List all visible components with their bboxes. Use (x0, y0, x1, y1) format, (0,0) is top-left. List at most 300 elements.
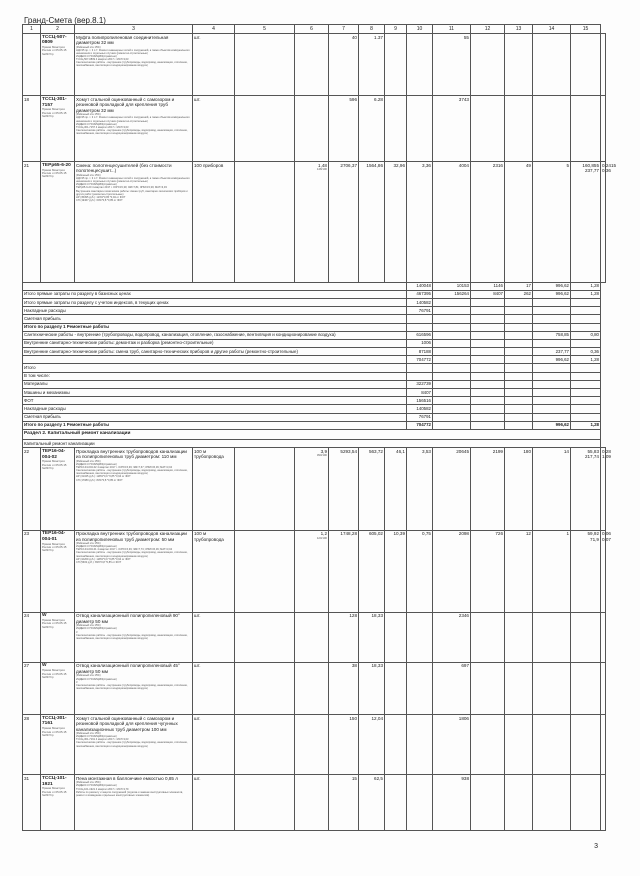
empty-cell (235, 775, 295, 831)
empty-cell (235, 715, 295, 775)
cost-wage-machine-cell: 5 (533, 162, 571, 282)
code-text: W (42, 663, 47, 669)
cost-wage-machine-cell: 14 (533, 448, 571, 530)
table-row (23, 775, 606, 831)
price-wage-machine-cell (407, 662, 433, 714)
cost-wage-machine-cell: 1 (533, 530, 571, 612)
cost-total-cell: 55 (433, 34, 471, 96)
cost-wages-cell: 726 (471, 530, 505, 612)
unit-cell: шт. (193, 96, 235, 162)
cost-total-cell: 4004 (433, 162, 471, 282)
price-wages-cell: 1564,86 (359, 162, 385, 282)
price-wage-machine-cell (407, 775, 433, 831)
total-value: 704772 (407, 421, 433, 429)
unit-cell: шт. (193, 34, 235, 96)
estimate-table (22, 24, 617, 831)
total-value: 156264 (433, 290, 471, 298)
labor-value: 55,83 (587, 448, 599, 454)
total-value: 76791 (407, 413, 433, 421)
code-text: ТЕРр65-6-20 (42, 162, 71, 168)
price-wages-cell: 1.37 (359, 34, 385, 96)
cost-wages-cell (471, 715, 505, 775)
row-number: 18 (23, 96, 41, 162)
total-value (533, 380, 571, 388)
work-description (75, 162, 193, 282)
price-wages-cell: 6.28 (359, 96, 385, 162)
total-value (505, 421, 533, 429)
total-label: Накладные расходы (23, 307, 407, 315)
position-code (41, 530, 75, 612)
cost-wages-cell (471, 775, 505, 831)
total-label: Итого прямые затраты по разделу с учетом индексов, в текущих ценах (23, 298, 407, 306)
cost-total-cell: 2346 (433, 612, 471, 662)
qty-cell (295, 612, 329, 662)
qty-cell (295, 775, 329, 831)
total-value (433, 380, 471, 388)
total-value (571, 389, 601, 397)
total-value (433, 405, 471, 413)
total-row (23, 405, 606, 413)
labor-cell (571, 448, 601, 530)
code-source: Приказ Минстроя России от 05.05.15 №337/пр (42, 541, 67, 553)
position-code (41, 612, 75, 662)
total-value (433, 356, 471, 364)
work-name: Муфта полипропиленовая соединительная диаметром 32 мм (76, 34, 169, 46)
table-row (23, 162, 606, 282)
total-value: 1,28 (571, 290, 601, 298)
cost-wage-machine-cell (533, 662, 571, 714)
labor-value: 59,92 (587, 531, 599, 537)
price-wage-machine-cell: 3,36 (407, 162, 433, 282)
price-wages-cell: 62,5 (359, 775, 385, 831)
total-value (471, 397, 505, 405)
cost-machine-cell (505, 34, 533, 96)
work-name: Смена: полотенцесушителей (без стоимости полотенцесушит...) (76, 162, 172, 174)
work-name: Хомут стальной оцинкованный с самозором и резиновой прокладкой для крепления чугунных канализационных труб диаметром 100 мм (76, 715, 178, 732)
work-description (75, 775, 193, 831)
price-wage-machine-cell: 0,75 (407, 530, 433, 612)
total-value: 996,62 (533, 282, 571, 290)
row-number: 22 (23, 448, 41, 530)
cost-machine-cell (505, 715, 533, 775)
total-value (471, 307, 505, 315)
column-number: 13 (505, 25, 533, 34)
total-label: Сантехнические работы - внутренние (трубопроводы, водопровод, канализация, отопление, газоснабжение, вентиляция и кондиционирование воздуха) (23, 331, 407, 339)
total-value (433, 307, 471, 315)
code-source: Приказ Минстроя России от 05.05.15 №337/пр (42, 726, 67, 737)
total-value: 467395 (407, 290, 433, 298)
price-total-cell: 128 (329, 612, 359, 662)
section-title: Раздел 2. Капитальный ремонт канализации (23, 429, 601, 439)
work-details: (Районный к=н 15%) ИНДЕКС К ПОЗИЦИИ(справочно) 3 Сантехнические работы - внутренние (трубопроводы, водопровод, канализация, отопление, газоснабжение, вентиляция и кондиционирование воздуха) (76, 674, 188, 690)
labor-cell (571, 162, 601, 282)
total-value (571, 315, 601, 323)
total-value (433, 372, 471, 380)
total-value (433, 323, 471, 331)
total-value (505, 348, 533, 356)
unit-cell: 100 м трубопровода (193, 448, 235, 530)
column-number: 2 (41, 25, 75, 34)
cost-wage-machine-cell (533, 715, 571, 775)
cost-machine-cell (505, 662, 533, 714)
row-number: 27 (23, 662, 41, 714)
total-value: 0,36 (571, 348, 601, 356)
code-source: Приказ Минстроя России от 05.05.15 №337/пр (42, 786, 67, 798)
position-code (41, 162, 75, 282)
total-label: Сметная прибыль (23, 315, 407, 323)
price-machine-cell: 10,39 (385, 530, 407, 612)
subsection-row (23, 440, 606, 448)
total-value (433, 421, 471, 429)
total-value (471, 348, 505, 356)
column-number: 15 (571, 25, 601, 34)
row-number (23, 34, 41, 96)
total-label: Итого по разделу 1 Ремонтные работы (23, 323, 407, 331)
position-code (41, 775, 75, 831)
total-row (23, 282, 606, 290)
labor-total: 71,9 (590, 536, 599, 542)
row-number: 21 (23, 162, 41, 282)
total-value: 704772 (407, 356, 433, 364)
column-number: 10 (407, 25, 433, 34)
cost-wage-machine-cell (533, 96, 571, 162)
total-value: 1146 (471, 282, 505, 290)
page-number: 3 (594, 843, 598, 850)
cost-wage-machine-cell (533, 775, 571, 831)
cost-machine-cell (505, 775, 533, 831)
labor-total: 237,77 (584, 168, 599, 174)
table-row (23, 448, 606, 530)
code-text: ТССЦ-301-7161 (42, 715, 67, 727)
total-value: 17 (505, 282, 533, 290)
labor-machine-cell (601, 162, 617, 282)
column-number: 7 (329, 25, 359, 34)
total-value: 996,62 (533, 290, 571, 298)
total-value (533, 323, 571, 331)
column-number: 6 (295, 25, 329, 34)
total-value (505, 323, 533, 331)
work-details: (Районный к=н 15%) НДС35 пр. т. 3 п.7. Ремонт инженерных сетей и сооружений, а также объектов коммунального назначения и отдельных случаях (ремонтно-строительные) ИНДЕКС К ПОЗИЦИИ(справочно) ТССЦ-301-7157 4 квартал 2017 г. МАТ=3,03 Сантехнические работы - внутренние (трубопроводы, водопровод, канализация, отопление, газоснабжение, вентиляция и кондиционирование воздуха) (76, 113, 190, 135)
table-row (23, 96, 606, 162)
labor-total: 217,74 (584, 454, 599, 460)
code-source: Приказ Минстроя России от 05.05.15 №337/пр (42, 668, 67, 679)
total-row (23, 307, 606, 315)
empty-cell (235, 612, 295, 662)
total-value (505, 389, 533, 397)
price-wage-machine-cell (407, 96, 433, 162)
cost-wages-cell: 2316 (471, 162, 505, 282)
labor-machine-value: 0,06 (602, 531, 611, 537)
work-name: Пена монтажная в баллончике емкостью 0,85 л (76, 775, 178, 781)
total-value: 237,77 (533, 348, 571, 356)
empty-cell (235, 662, 295, 714)
position-code (41, 662, 75, 714)
total-row (23, 315, 606, 323)
unit-cell: 100 м трубопровода (193, 530, 235, 612)
total-row (23, 298, 606, 306)
cost-machine-cell: 180 (505, 448, 533, 530)
cost-machine-cell (505, 96, 533, 162)
labor-machine-cell (601, 662, 606, 714)
total-value (505, 298, 533, 306)
column-number: 12 (471, 25, 505, 34)
total-value (505, 405, 533, 413)
total-value (505, 372, 533, 380)
empty-cell (235, 530, 295, 612)
total-row (23, 397, 606, 405)
total-value (471, 421, 505, 429)
code-source: Приказ Минстроя России от 05.05.15 №337/пр (42, 618, 67, 629)
total-value: 0,80 (571, 331, 601, 339)
cost-wages-cell: 2199 (471, 448, 505, 530)
total-value: 1006 (407, 339, 433, 347)
total-value (505, 397, 533, 405)
total-value (433, 348, 471, 356)
price-total-cell: 38 (329, 662, 359, 714)
cost-wages-cell (471, 34, 505, 96)
total-label: Итого (23, 364, 407, 372)
position-code (41, 448, 75, 530)
code-source: Приказ Минстроя России от 05.05.15 №337/пр (42, 459, 67, 471)
qty-cell (295, 662, 329, 714)
column-number: 11 (433, 25, 471, 34)
column-number-row (23, 25, 606, 34)
work-name: Прокладка внутренних трубопроводов канализации из полипропиленовых труб диаметром: 50 мм (76, 531, 187, 542)
total-row (23, 364, 606, 372)
work-details: (Районный к=н 15%) ИНДЕКС К ПОЗИЦИИ(справочно) ТССЦ-101-1921 4 квартал 2017 г. МАТ=3,79 Работы по ремонту и защите сооружений (отделка и замена конструктивных элементов, ремонт и возведение отдельных конструктивных элементов) (76, 781, 183, 797)
qty-cell (295, 162, 329, 282)
total-value (471, 298, 505, 306)
total-value: 87188 (407, 348, 433, 356)
total-value: 140582 (407, 405, 433, 413)
labor-machine-cell (601, 530, 611, 612)
total-value (433, 331, 471, 339)
position-code (41, 34, 75, 96)
unit-cell: шт. (193, 612, 235, 662)
total-row (23, 413, 606, 421)
total-value (433, 315, 471, 323)
qty-cell (295, 448, 329, 530)
code-text: W (42, 613, 47, 619)
position-code (41, 96, 75, 162)
labor-machine-cell (601, 775, 606, 831)
total-label (23, 282, 407, 290)
table-row (23, 530, 606, 612)
table-row (23, 715, 606, 775)
total-label: Сметная прибыль (23, 413, 407, 421)
price-wages-cell: 18,33 (359, 662, 385, 714)
price-wage-machine-cell (407, 34, 433, 96)
work-name: Отвод канализационный полипропиленовый 45° диаметр 50 мм (76, 663, 180, 674)
labor-machine-total: 1,09 (602, 454, 611, 460)
total-value: 8407 (407, 389, 433, 397)
work-description (75, 662, 193, 714)
total-value (433, 413, 471, 421)
total-label (23, 356, 407, 364)
total-value (505, 380, 533, 388)
total-value (533, 339, 571, 347)
total-row (23, 339, 606, 347)
labor-machine-cell (601, 34, 606, 96)
table-row (23, 662, 606, 714)
price-machine-cell (385, 715, 407, 775)
price-wages-cell: 563,72 (359, 448, 385, 530)
unit-cell: шт. (193, 775, 235, 831)
work-details: (Районный к=н 15%) ИНДЕКС К ПОЗИЦИИ(справочно) ТССЦ-301-7161 4 квартал 2017 г. МАТ=3,03 Сантехнические работы - внутренние (трубопроводы, водопровод, канализация, отопление, газоснабжение, вентиляция и кондиционирование воздуха) (76, 732, 188, 748)
column-number: 4 (193, 25, 235, 34)
total-row (23, 290, 606, 298)
empty-cell (235, 162, 295, 282)
total-value: 1,28 (571, 421, 601, 429)
work-description (75, 96, 193, 162)
labor-cell (571, 662, 601, 714)
total-value (571, 307, 601, 315)
code-source: Приказ Минстроя России от 05.05.15 №337/пр (42, 45, 67, 56)
total-label: Итого прямые затраты по разделу в базисных ценах (23, 290, 407, 298)
total-value (571, 364, 601, 372)
labor-cell (571, 612, 601, 662)
total-value: 10153 (433, 282, 471, 290)
price-total-cell: 40 (329, 34, 359, 96)
total-value: 76791 (407, 307, 433, 315)
labor-cell (571, 96, 601, 162)
price-wages-cell: 18,33 (359, 612, 385, 662)
cost-wages-cell (471, 612, 505, 662)
price-wage-machine-cell (407, 715, 433, 775)
qty-formula: 120/100 (316, 535, 327, 540)
column-number: 1 (23, 25, 41, 34)
total-value (533, 413, 571, 421)
column-number: 5 (235, 25, 295, 34)
total-value (571, 397, 601, 405)
work-details: (Районный к=н 15%) ИНДЕКС К ПОЗИЦИИ(справочно) ТЕР16-04-004-01 4 квартал 2017 г. ОЗП=15,39; ЭМ=7,73; ЗПМ=15,39; МАТ=3,04 Сантехнические работы - внутренние (трубопроводы, водопровод, канализация, отопление, газоснабжение, вентиляция и кондиционирование воздуха) НР (10269 руб.): 128%*0,9 *0,85 *0,94 от ФОТ СП (5603 руб.): 83%*0,8 *0,85 от ФОТ (76, 542, 188, 564)
labor-cell (571, 530, 601, 612)
cost-wages-cell (471, 662, 505, 714)
total-value (407, 315, 433, 323)
cost-wage-machine-cell (533, 612, 571, 662)
work-description (75, 715, 193, 775)
total-row (23, 421, 606, 429)
labor-machine-total: 0,36 (602, 168, 611, 174)
qty-cell (295, 530, 329, 612)
total-value (433, 298, 471, 306)
code-source: Приказ Минстроя России от 05.05.15 №337/пр (42, 167, 67, 179)
price-total-cell: 596 (329, 96, 359, 162)
total-value (505, 413, 533, 421)
cost-machine-cell (505, 612, 533, 662)
total-row (23, 348, 606, 356)
total-value (471, 315, 505, 323)
total-label: Внутренние санитарно-технические работы: смена труб, санитарно-технических приборов и другие работы (ремонтно-строительные) (23, 348, 407, 356)
subsection-title: Капитальный ремонт канализации (23, 440, 601, 448)
cost-machine-cell: 49 (505, 162, 533, 282)
total-value: 1,28 (571, 356, 601, 364)
cost-total-cell: 697 (433, 662, 471, 714)
price-machine-cell: 46,1 (385, 448, 407, 530)
total-value (571, 339, 601, 347)
work-name: Прокладка внутренних трубопроводов канализации из полипропиленовых труб диаметром: 110 мм (76, 448, 187, 460)
total-value (533, 389, 571, 397)
empty-cell (235, 34, 295, 96)
total-value: 140048 (407, 282, 433, 290)
column-number: 14 (533, 25, 571, 34)
cost-wages-cell (471, 96, 505, 162)
total-value (433, 339, 471, 347)
cost-total-cell: 938 (433, 775, 471, 831)
empty-cell (235, 96, 295, 162)
work-description (75, 530, 193, 612)
total-value (471, 364, 505, 372)
work-name: Хомут стальной оцинкованный с самозором и резиновой прокладкой для крепления труб диаметром 32 мм (76, 96, 175, 113)
qty-cell (295, 715, 329, 775)
total-label: ФОТ (23, 397, 407, 405)
price-machine-cell (385, 775, 407, 831)
code-text: ТССЦ-301-7157 (42, 96, 67, 108)
total-value (433, 397, 471, 405)
price-total-cell: 2706,37 (329, 162, 359, 282)
unit-cell: шт. (193, 662, 235, 714)
work-name: Отвод канализационный полипропиленовый 90° диаметр 50 мм (76, 613, 180, 624)
work-details: (Районный к=н 15%) ИНДЕКС К ПОЗИЦИИ(справочно) ТЕР16-04-004-02 4 квартал 2017 г. ОЗП=15,39; ЭМ=7,67; ЗПМ=15,39; МАТ=3,04 Сантехнические работы - внутренние (трубопроводы, водопровод, канализация, отопление, газоснабжение, вентиляция и кондиционирование воздуха) НР (31345 руб.): 128%*0,9 *0,85 *0,94 от ФОТ СП (17080 руб.): 83%*0,8 *0,85 от ФОТ (76, 459, 188, 482)
position-code (41, 715, 75, 775)
price-total-cell: 1748,28 (329, 530, 359, 612)
total-value (571, 413, 601, 421)
total-value (505, 307, 533, 315)
price-wage-machine-cell (407, 612, 433, 662)
total-value (571, 372, 601, 380)
table-row (23, 34, 606, 96)
work-description (75, 612, 193, 662)
code-text: ТЕР16-04-004-01 (42, 531, 66, 542)
total-value: 1,28 (571, 282, 601, 290)
price-machine-cell (385, 96, 407, 162)
labor-cell (571, 715, 601, 775)
price-wage-machine-cell: 3,53 (407, 448, 433, 530)
column-number: 3 (75, 25, 193, 34)
total-value: 996,62 (533, 421, 571, 429)
total-value (433, 389, 471, 397)
labor-machine-cell (601, 96, 606, 162)
qty-value: 3,9 (320, 448, 327, 454)
work-description (75, 34, 193, 96)
total-label: Материалы (23, 380, 407, 388)
work-description (75, 448, 193, 530)
cost-machine-cell: 12 (505, 530, 533, 612)
labor-machine-value: 0,2415 (602, 162, 617, 168)
total-row (23, 356, 606, 364)
total-value (505, 315, 533, 323)
section-title-row (23, 429, 606, 439)
labor-value: 160,855 (582, 162, 599, 168)
labor-machine-cell (601, 448, 611, 530)
total-value: 616596 (407, 331, 433, 339)
total-value: 156516 (407, 397, 433, 405)
price-machine-cell (385, 612, 407, 662)
price-total-cell: 5293,54 (329, 448, 359, 530)
total-value (471, 331, 505, 339)
total-value: 996,62 (533, 356, 571, 364)
total-value (471, 413, 505, 421)
total-row (23, 331, 606, 339)
code-text: ТЕР16-04-004-02 (42, 448, 66, 460)
total-value: 262 (505, 290, 533, 298)
total-value (533, 307, 571, 315)
column-number: 8 (359, 25, 385, 34)
total-value (533, 372, 571, 380)
total-label: В том числе: (23, 372, 407, 380)
price-total-cell: 15 (329, 775, 359, 831)
code-source: Приказ Минстроя России от 05.05.15 №337/пр (42, 107, 67, 118)
